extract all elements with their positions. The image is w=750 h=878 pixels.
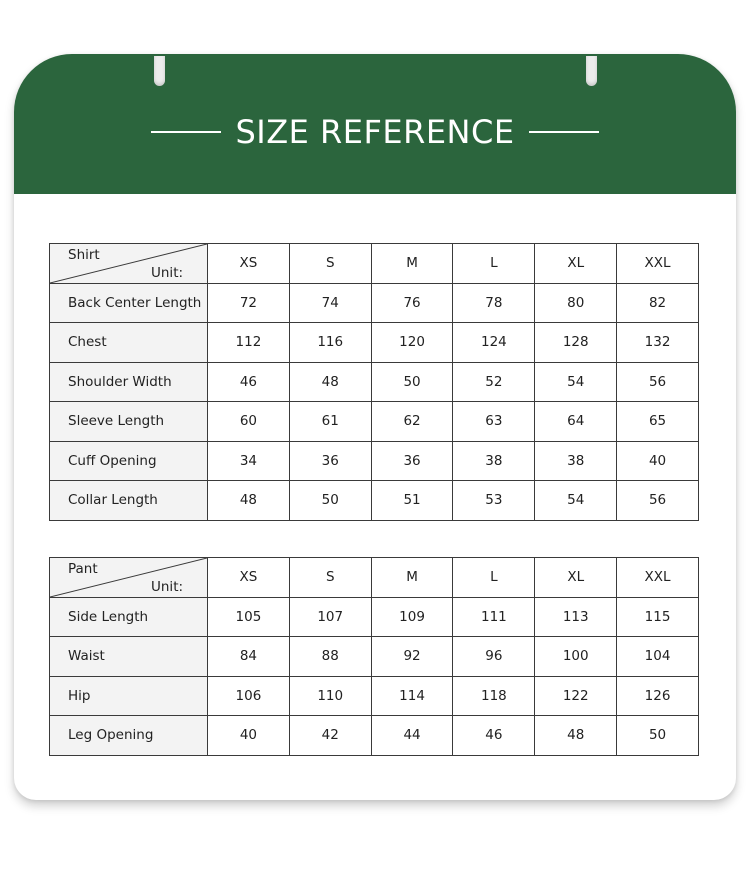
hanger-ring-right bbox=[586, 56, 597, 86]
table-row bbox=[50, 362, 699, 402]
pant-size-table bbox=[49, 557, 699, 756]
value-cell: 104 bbox=[617, 637, 699, 677]
value-cell: 36 bbox=[371, 441, 453, 481]
value-cell: 36 bbox=[289, 441, 371, 481]
table-row bbox=[50, 402, 699, 442]
header-row bbox=[50, 558, 699, 598]
title-wrap bbox=[14, 112, 736, 152]
value-cell: 52 bbox=[453, 362, 535, 402]
value-cell: 65 bbox=[617, 402, 699, 442]
size-header-cell: L bbox=[453, 558, 535, 598]
size-header-cell: XL bbox=[535, 558, 617, 598]
value-cell: 38 bbox=[453, 441, 535, 481]
table-row bbox=[50, 481, 699, 521]
size-header-cell: XS bbox=[208, 244, 290, 284]
value-cell: 50 bbox=[371, 362, 453, 402]
category-label: Pant bbox=[68, 561, 98, 577]
value-cell: 112 bbox=[208, 323, 290, 363]
shirt-size-table bbox=[49, 243, 699, 521]
table-row bbox=[50, 323, 699, 363]
value-cell: 107 bbox=[289, 597, 371, 637]
value-cell: 54 bbox=[535, 362, 617, 402]
value-cell: 48 bbox=[289, 362, 371, 402]
value-cell: 82 bbox=[617, 283, 699, 323]
hanger-ring-left bbox=[154, 56, 165, 86]
value-cell: 50 bbox=[617, 716, 699, 756]
measurement-label: Chest bbox=[50, 323, 208, 363]
value-cell: 88 bbox=[289, 637, 371, 677]
value-cell: 109 bbox=[371, 597, 453, 637]
value-cell: 76 bbox=[371, 283, 453, 323]
size-header-cell: XXL bbox=[617, 558, 699, 598]
value-cell: 132 bbox=[617, 323, 699, 363]
table-row bbox=[50, 637, 699, 677]
value-cell: 64 bbox=[535, 402, 617, 442]
unit-label: Unit: bbox=[151, 265, 184, 281]
table-row bbox=[50, 441, 699, 481]
value-cell: 96 bbox=[453, 637, 535, 677]
value-cell: 84 bbox=[208, 637, 290, 677]
title-line-left bbox=[151, 131, 221, 133]
measurement-label: Collar Length bbox=[50, 481, 208, 521]
table-row bbox=[50, 283, 699, 323]
unit-label: Unit: bbox=[151, 579, 184, 595]
table-row bbox=[50, 597, 699, 637]
value-cell: 124 bbox=[453, 323, 535, 363]
value-cell: 78 bbox=[453, 283, 535, 323]
value-cell: 116 bbox=[289, 323, 371, 363]
category-label: Shirt bbox=[68, 247, 100, 263]
value-cell: 106 bbox=[208, 676, 290, 716]
value-cell: 92 bbox=[371, 637, 453, 677]
measurement-label: Hip bbox=[50, 676, 208, 716]
unit-corner-cell bbox=[50, 558, 208, 598]
value-cell: 42 bbox=[289, 716, 371, 756]
value-cell: 56 bbox=[617, 362, 699, 402]
value-cell: 56 bbox=[617, 481, 699, 521]
value-cell: 53 bbox=[453, 481, 535, 521]
value-cell: 114 bbox=[371, 676, 453, 716]
size-header-cell: M bbox=[371, 558, 453, 598]
size-header-cell: M bbox=[371, 244, 453, 284]
value-cell: 60 bbox=[208, 402, 290, 442]
size-header-cell: S bbox=[289, 558, 371, 598]
page-title: SIZE REFERENCE bbox=[235, 113, 515, 151]
value-cell: 40 bbox=[617, 441, 699, 481]
value-cell: 62 bbox=[371, 402, 453, 442]
size-header-cell: L bbox=[453, 244, 535, 284]
value-cell: 48 bbox=[535, 716, 617, 756]
header-row bbox=[50, 244, 699, 284]
value-cell: 50 bbox=[289, 481, 371, 521]
header-banner bbox=[14, 54, 736, 194]
size-header-cell: S bbox=[289, 244, 371, 284]
measurement-label: Shoulder Width bbox=[50, 362, 208, 402]
measurement-label: Leg Opening bbox=[50, 716, 208, 756]
measurement-label: Sleeve Length bbox=[50, 402, 208, 442]
size-header-cell: XS bbox=[208, 558, 290, 598]
value-cell: 113 bbox=[535, 597, 617, 637]
value-cell: 61 bbox=[289, 402, 371, 442]
measurement-label: Back Center Length bbox=[50, 283, 208, 323]
value-cell: 128 bbox=[535, 323, 617, 363]
measurement-label: Side Length bbox=[50, 597, 208, 637]
value-cell: 48 bbox=[208, 481, 290, 521]
value-cell: 38 bbox=[535, 441, 617, 481]
value-cell: 120 bbox=[371, 323, 453, 363]
table-row bbox=[50, 676, 699, 716]
value-cell: 74 bbox=[289, 283, 371, 323]
value-cell: 122 bbox=[535, 676, 617, 716]
measurement-label: Cuff Opening bbox=[50, 441, 208, 481]
value-cell: 54 bbox=[535, 481, 617, 521]
value-cell: 118 bbox=[453, 676, 535, 716]
size-header-cell: XXL bbox=[617, 244, 699, 284]
value-cell: 105 bbox=[208, 597, 290, 637]
value-cell: 80 bbox=[535, 283, 617, 323]
value-cell: 63 bbox=[453, 402, 535, 442]
value-cell: 46 bbox=[208, 362, 290, 402]
value-cell: 44 bbox=[371, 716, 453, 756]
value-cell: 110 bbox=[289, 676, 371, 716]
value-cell: 72 bbox=[208, 283, 290, 323]
title-line-right bbox=[529, 131, 599, 133]
size-header-cell: XL bbox=[535, 244, 617, 284]
value-cell: 51 bbox=[371, 481, 453, 521]
value-cell: 100 bbox=[535, 637, 617, 677]
value-cell: 126 bbox=[617, 676, 699, 716]
measurement-label: Waist bbox=[50, 637, 208, 677]
value-cell: 111 bbox=[453, 597, 535, 637]
value-cell: 46 bbox=[453, 716, 535, 756]
unit-corner-cell bbox=[50, 244, 208, 284]
value-cell: 115 bbox=[617, 597, 699, 637]
value-cell: 34 bbox=[208, 441, 290, 481]
table-row bbox=[50, 716, 699, 756]
value-cell: 40 bbox=[208, 716, 290, 756]
